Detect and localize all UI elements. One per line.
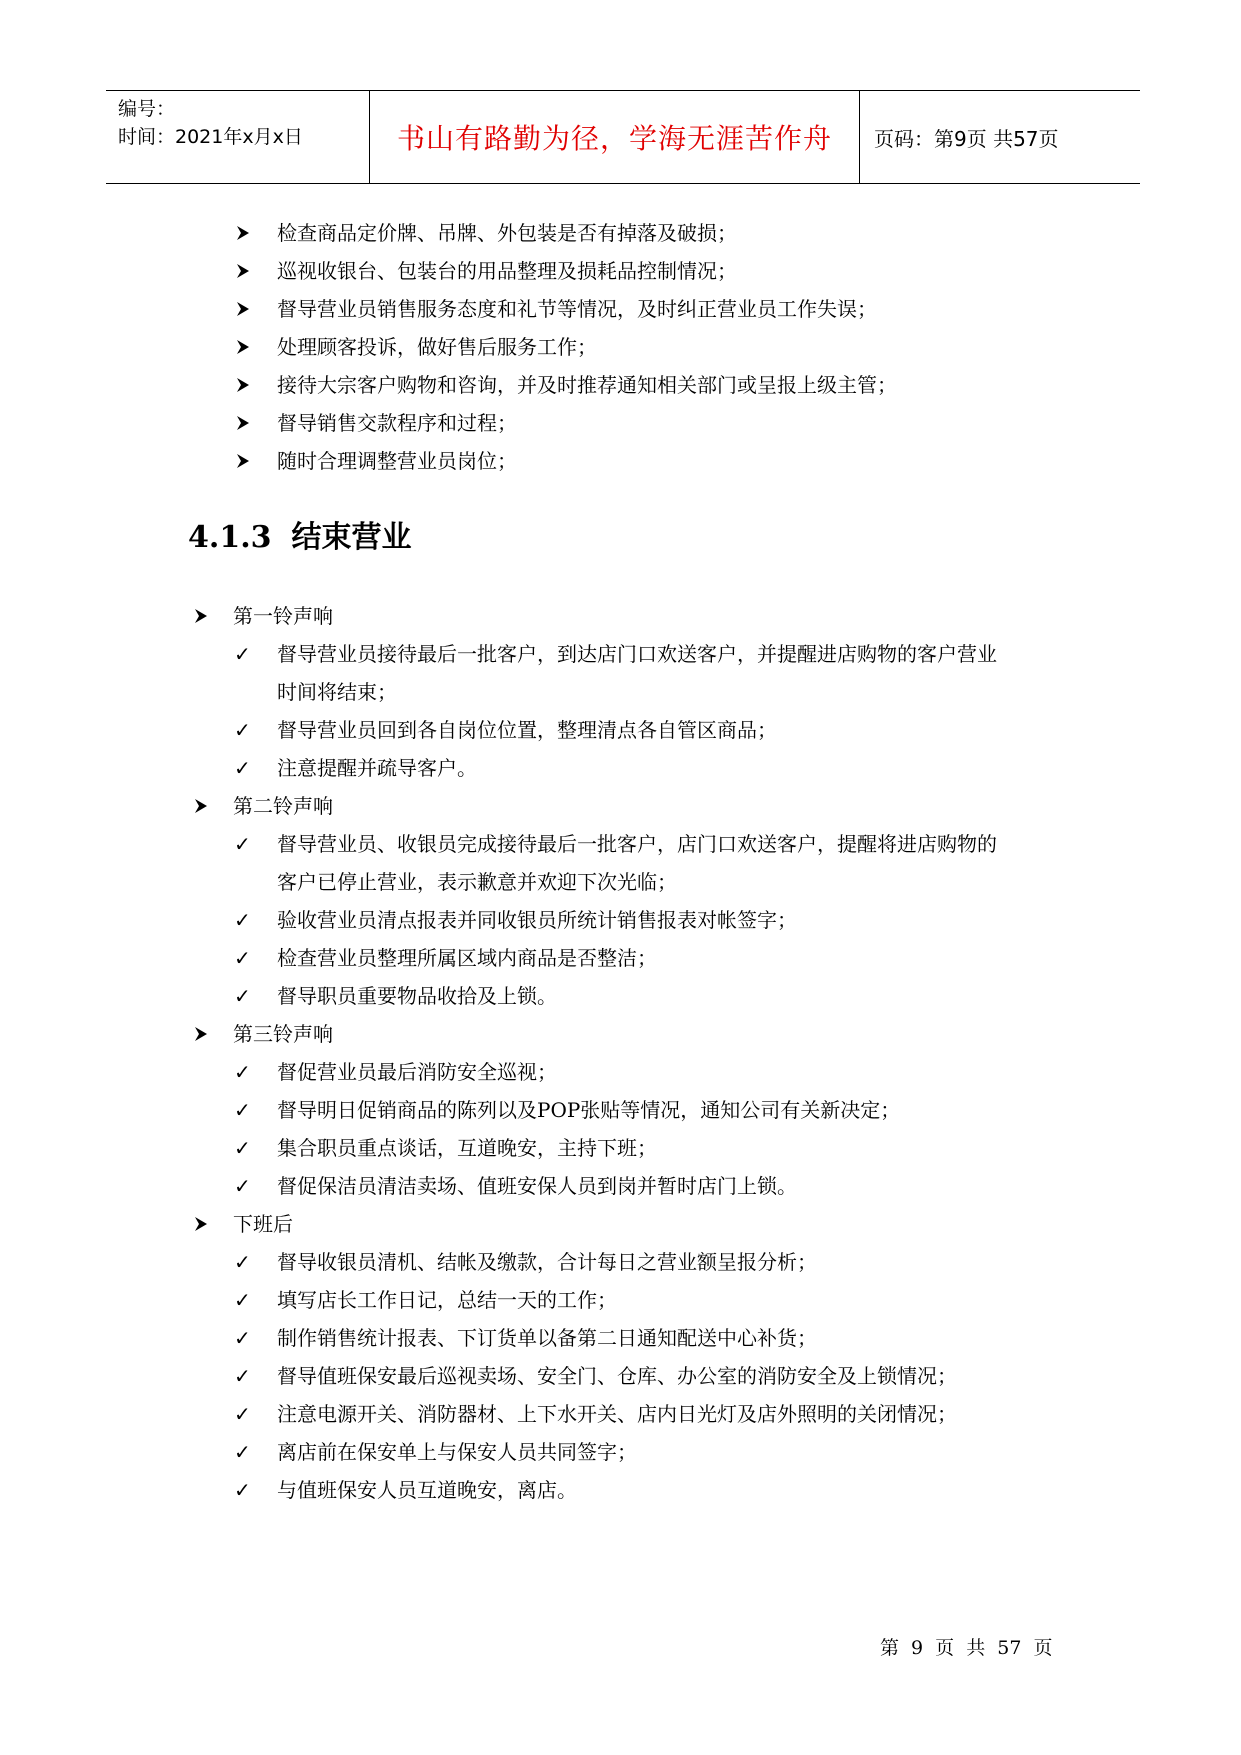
checkmark-icon: ✓ (234, 832, 251, 856)
header-meta (106, 91, 370, 183)
arrowhead-bullet-icon (233, 223, 253, 243)
check-list-item: 督导收银员清机、结帐及缴款，合计每日之营业额呈报分析； (277, 1250, 817, 1274)
section-title: 结束营业 (291, 520, 412, 555)
checkmark-icon: ✓ (234, 1288, 251, 1312)
check-list-item: 离店前在保安单上与保安人员共同签字； (277, 1440, 637, 1464)
check-list-item: 督促保洁员清洁卖场、值班安保人员到岗并暂时店门上锁。 (277, 1174, 797, 1198)
arrowhead-bullet-icon (233, 413, 253, 433)
list-item: 督导营业员销售服务态度和礼节等情况，及时纠正营业员工作失误； (277, 297, 877, 321)
header-motto: 书山有路勤为径，学海无涯苦作舟 (370, 91, 860, 183)
checkmark-icon: ✓ (234, 1060, 251, 1084)
checkmark-icon: ✓ (234, 1250, 251, 1274)
section-number: 4.1.3 (188, 520, 272, 555)
arrowhead-bullet-icon (191, 796, 211, 816)
check-list-item: 督导营业员、收银员完成接待最后一批客户，店门口欢送客户，提醒将进店购物的 (277, 832, 997, 856)
header-page-info: 页码：第9页 共57页 (874, 126, 1059, 151)
arrowhead-bullet-icon (191, 1214, 211, 1234)
check-list-item: 督导职员重要物品收拾及上锁。 (277, 984, 557, 1008)
page-footer: 第 9 页 共 57 页 (880, 1637, 1053, 1659)
arrowhead-bullet-icon (191, 1024, 211, 1044)
checkmark-icon: ✓ (234, 718, 251, 742)
group-title: 第一铃声响 (233, 604, 333, 628)
group-title: 第三铃声响 (233, 1022, 333, 1046)
checkmark-icon: ✓ (234, 1440, 251, 1464)
check-list-item: 客户已停止营业，表示歉意并欢迎下次光临； (277, 870, 677, 894)
arrowhead-bullet-icon (233, 337, 253, 357)
list-item: 检查商品定价牌、吊牌、外包装是否有掉落及破损； (277, 221, 737, 245)
checkmark-icon: ✓ (234, 642, 251, 666)
checkmark-icon: ✓ (234, 1136, 251, 1160)
checkmark-icon: ✓ (234, 1326, 251, 1350)
arrowhead-bullet-icon (191, 606, 211, 626)
checkmark-icon: ✓ (234, 1364, 251, 1388)
group-title: 下班后 (233, 1212, 293, 1236)
check-list-item: 时间将结束； (277, 680, 397, 704)
check-list-item: 注意提醒并疏导客户。 (277, 756, 477, 780)
list-item: 处理顾客投诉，做好售后服务工作； (277, 335, 597, 359)
arrowhead-bullet-icon (233, 451, 253, 471)
check-list-item: 督促营业员最后消防安全巡视； (277, 1060, 557, 1084)
checkmark-icon: ✓ (234, 946, 251, 970)
checkmark-icon: ✓ (234, 1098, 251, 1122)
check-list-item: 督导值班保安最后巡视卖场、安全门、仓库、办公室的消防安全及上锁情况； (277, 1364, 957, 1388)
document-number-label: 编号： (118, 98, 176, 120)
checkmark-icon: ✓ (234, 908, 251, 932)
checkmark-icon: ✓ (234, 756, 251, 780)
page-header (106, 90, 1140, 184)
check-list-item: 督导营业员接待最后一批客户，到达店门口欢送客户，并提醒进店购物的客户营业 (277, 642, 997, 666)
checkmark-icon: ✓ (234, 984, 251, 1008)
list-item: 督导销售交款程序和过程； (277, 411, 517, 435)
check-list-item: 验收营业员清点报表并同收银员所统计销售报表对帐签字； (277, 908, 797, 932)
check-list-item: 制作销售统计报表、下订货单以备第二日通知配送中心补货； (277, 1326, 817, 1350)
document-time-label: 时间：2021年x月x日 (118, 126, 303, 148)
list-item: 接待大宗客户购物和咨询，并及时推荐通知相关部门或呈报上级主管； (277, 373, 897, 397)
arrowhead-bullet-icon (233, 261, 253, 281)
section-heading (188, 512, 412, 556)
checkmark-icon: ✓ (234, 1174, 251, 1198)
list-item: 巡视收银台、包装台的用品整理及损耗品控制情况； (277, 259, 737, 283)
checkmark-icon: ✓ (234, 1478, 251, 1502)
check-list-item: 检查营业员整理所属区域内商品是否整洁； (277, 946, 657, 970)
check-list-item: 填写店长工作日记，总结一天的工作； (277, 1288, 617, 1312)
check-list-item: 注意电源开关、消防器材、上下水开关、店内日光灯及店外照明的关闭情况； (277, 1402, 957, 1426)
arrowhead-bullet-icon (233, 375, 253, 395)
check-list-item: 督导营业员回到各自岗位位置，整理清点各自管区商品； (277, 718, 777, 742)
arrowhead-bullet-icon (233, 299, 253, 319)
checkmark-icon: ✓ (234, 1402, 251, 1426)
check-list-item: 集合职员重点谈话，互道晚安，主持下班； (277, 1136, 657, 1160)
check-list-item: 督导明日促销商品的陈列以及POP张贴等情况，通知公司有关新决定； (277, 1098, 901, 1122)
group-title: 第二铃声响 (233, 794, 333, 818)
check-list-item: 与值班保安人员互道晚安，离店。 (277, 1478, 577, 1502)
list-item: 随时合理调整营业员岗位； (277, 449, 517, 473)
